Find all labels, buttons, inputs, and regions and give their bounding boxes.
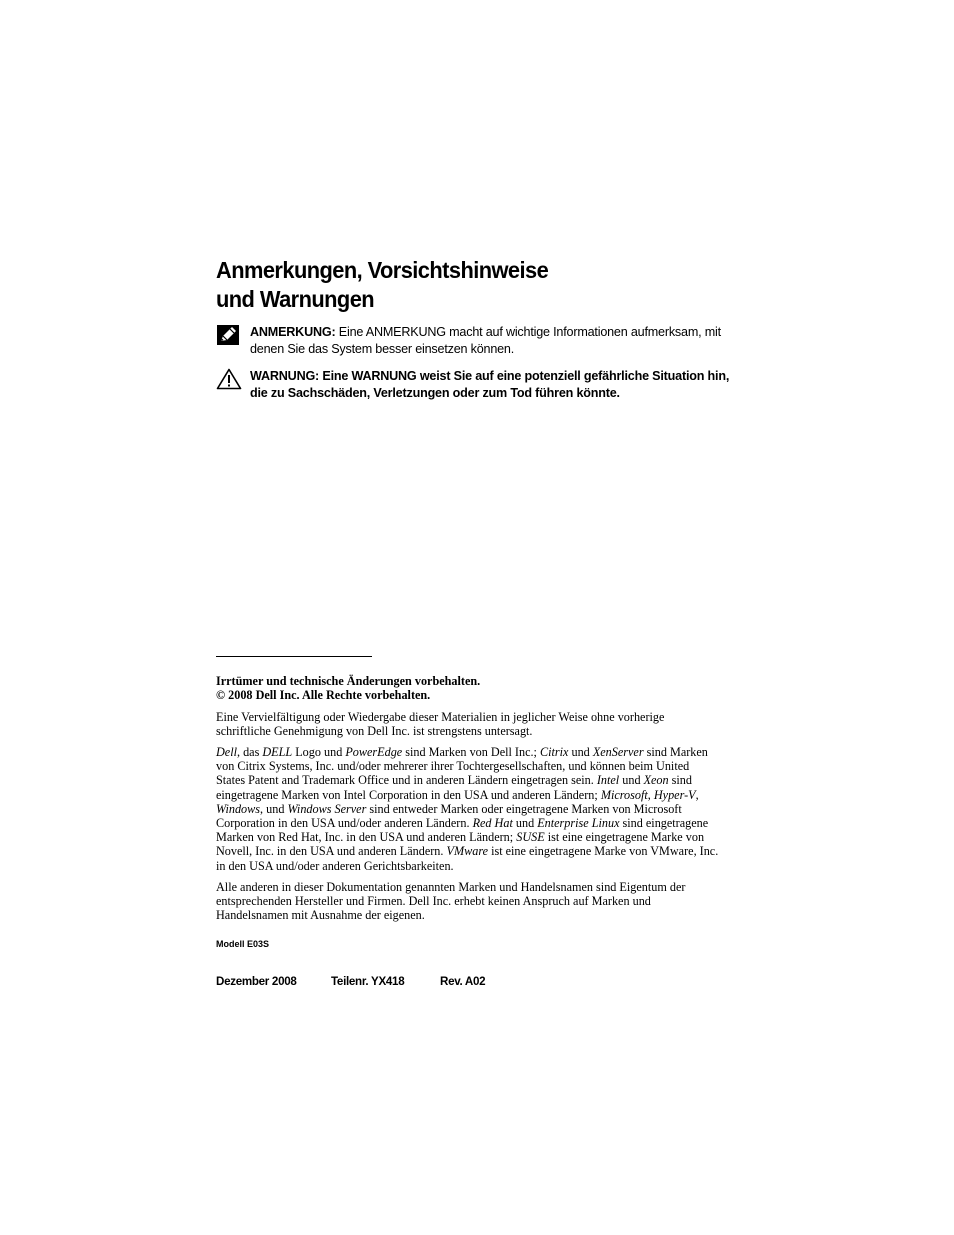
note-text: Eine ANMERKUNG macht auf wichtige Informationen aufmerksam, mit denen Sie das System besser einsetzen können. bbox=[250, 325, 721, 356]
warning-label: WARNUNG: bbox=[250, 369, 320, 383]
reproduction-notice: Eine Vervielfältigung oder Wiedergabe dieser Materialien in jeglicher Weise ohne vorherige schriftliche Genehmigung von Dell Inc. ist strengstens untersagt. bbox=[216, 710, 665, 739]
trademark-text: sind entweder Marken oder eingetragene Marken von Microsoft Corporation in den USA und/oder anderen Ländern. bbox=[216, 801, 682, 831]
trademark-name: Intel bbox=[596, 773, 620, 788]
trademark-text: sind Marken von Citrix Systems, Inc. und/oder mehrerer ihrer Tochtergesellschaften, und können beim United States Patent and Trademark Office und in anderen Ländern eingetragen sein. bbox=[216, 745, 708, 788]
trademark-name: Hyper-V bbox=[653, 787, 696, 802]
trademark-name: Citrix bbox=[539, 745, 569, 759]
trademark-name: DELL bbox=[262, 745, 293, 759]
trademark-text: sind eingetragene Marken von Intel Corporation in den USA und anderen Ländern; bbox=[216, 773, 692, 802]
pencil-note-icon bbox=[216, 324, 240, 346]
trademark-text: ist eine eingetragene Marke von VMware, Inc. in den USA und/oder anderen Gerichtsbarkeiten. bbox=[216, 844, 719, 873]
trademark-name: VMware bbox=[446, 844, 489, 859]
warning-text-block bbox=[250, 368, 730, 402]
errata-notice bbox=[216, 674, 721, 702]
copyright-line: © 2008 Dell Inc. Alle Rechte vorbehalten. bbox=[216, 688, 431, 703]
trademark-name: SUSE bbox=[516, 830, 545, 845]
trademark-text: , bbox=[695, 787, 699, 802]
trademark-text: und bbox=[619, 773, 644, 788]
errata-line-1: Irrtümer und technische Änderungen vorbehalten. bbox=[216, 674, 481, 688]
trademark-name: Red Hat bbox=[472, 816, 513, 831]
trademark-name: Windows bbox=[216, 801, 261, 816]
trademark-text: , das bbox=[236, 745, 263, 759]
release-date: Dezember 2008 bbox=[216, 975, 297, 988]
trademark-text: , und bbox=[260, 801, 288, 816]
trademark-text: ist eine eingetragene Marke von Novell, Inc. in den USA und anderen Ländern. bbox=[216, 830, 705, 859]
part-number: Teilenr. YX418 bbox=[331, 975, 405, 988]
trademark-text: und bbox=[568, 745, 593, 759]
warning-triangle-icon bbox=[216, 368, 240, 390]
trademark-name: Microsoft bbox=[600, 787, 648, 802]
note-label: ANMERKUNG: bbox=[250, 325, 336, 339]
other-trademarks-paragraph: Alle anderen in dieser Dokumentation genannten Marken und Handelsnamen sind Eigentum der entsprechenden Hersteller und Firmen. Dell Inc. erhebt keinen Anspruch auf Marken und Handelsnamen mit Ausnahme der eigenen. bbox=[216, 880, 686, 923]
trademark-name: Dell bbox=[216, 745, 237, 759]
model-number: Modell E03S bbox=[216, 939, 270, 949]
page-title-line-2: und Warnungen bbox=[216, 286, 375, 312]
trademark-name: Windows Server bbox=[287, 801, 367, 816]
page-title-line-1: Anmerkungen, Vorsichtshinweise bbox=[216, 257, 549, 283]
trademark-name: Xeon bbox=[643, 773, 669, 788]
trademark-text: und bbox=[512, 816, 538, 831]
trademark-text: sind Marken von Dell Inc.; bbox=[402, 745, 540, 759]
note-text-block bbox=[250, 324, 730, 358]
trademark-name: PowerEdge bbox=[345, 745, 403, 759]
trademark-name: Enterprise Linux bbox=[537, 816, 620, 831]
footnote-divider bbox=[216, 656, 372, 657]
page-title bbox=[216, 256, 710, 314]
revision: Rev. A02 bbox=[440, 975, 486, 988]
trademark-text: sind eingetragene Marken von Red Hat, Inc. in den USA und anderen Ländern; bbox=[216, 816, 709, 845]
trademarks-paragraph bbox=[216, 745, 721, 873]
trademark-text: , bbox=[647, 787, 654, 802]
warning-text: Eine WARNUNG weist Sie auf eine potenziell gefährliche Situation hin, die zu Sachschäden, Verletzungen oder zum Tod führen könnte. bbox=[250, 369, 730, 400]
trademark-text: Logo und bbox=[292, 745, 346, 759]
trademark-name: XenServer bbox=[592, 745, 644, 759]
